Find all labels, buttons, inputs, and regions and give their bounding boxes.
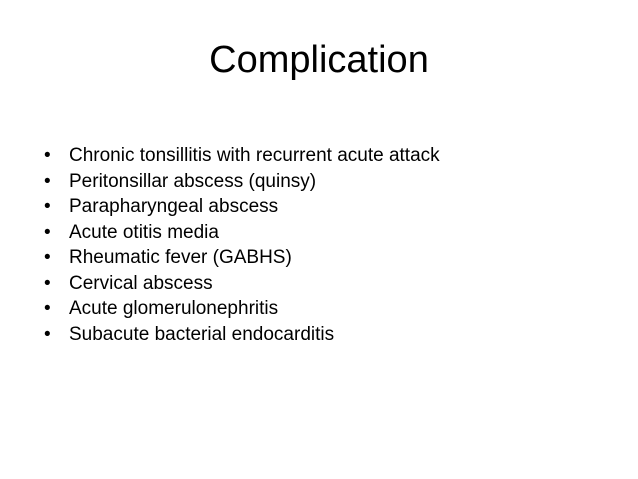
- list-item: [44, 220, 440, 246]
- bullet-dot-icon: •: [44, 272, 51, 294]
- bullet-dot-icon: •: [44, 298, 51, 319]
- list-item: [44, 322, 440, 348]
- list-item-text: Rheumatic fever (GABHS): [69, 247, 292, 268]
- bullet-dot-icon: •: [44, 323, 51, 345]
- bullet-dot-icon: •: [44, 247, 51, 268]
- bullet-list: [44, 143, 440, 347]
- list-item: [44, 271, 440, 297]
- slide-title: Complication: [209, 39, 429, 81]
- list-item-text: Chronic tonsillitis with recurrent acute attack: [69, 145, 440, 166]
- list-item-text: Parapharyngeal abscess: [69, 196, 279, 217]
- list-item: [44, 169, 440, 195]
- list-item-text: Acute otitis media: [69, 221, 219, 243]
- list-item: [44, 194, 440, 220]
- list-item-text: Subacute bacterial endocarditis: [69, 323, 335, 345]
- bullet-dot-icon: •: [44, 196, 51, 217]
- list-item-text: Peritonsillar abscess (quinsy): [69, 170, 317, 192]
- list-item: [44, 245, 440, 271]
- list-item-text: Acute glomerulonephritis: [69, 298, 279, 319]
- bullet-dot-icon: •: [44, 170, 51, 192]
- list-item-text: Cervical abscess: [69, 272, 213, 294]
- bullet-dot-icon: •: [44, 145, 51, 166]
- list-item: [44, 296, 440, 322]
- bullet-dot-icon: •: [44, 221, 51, 243]
- list-item: [44, 143, 440, 169]
